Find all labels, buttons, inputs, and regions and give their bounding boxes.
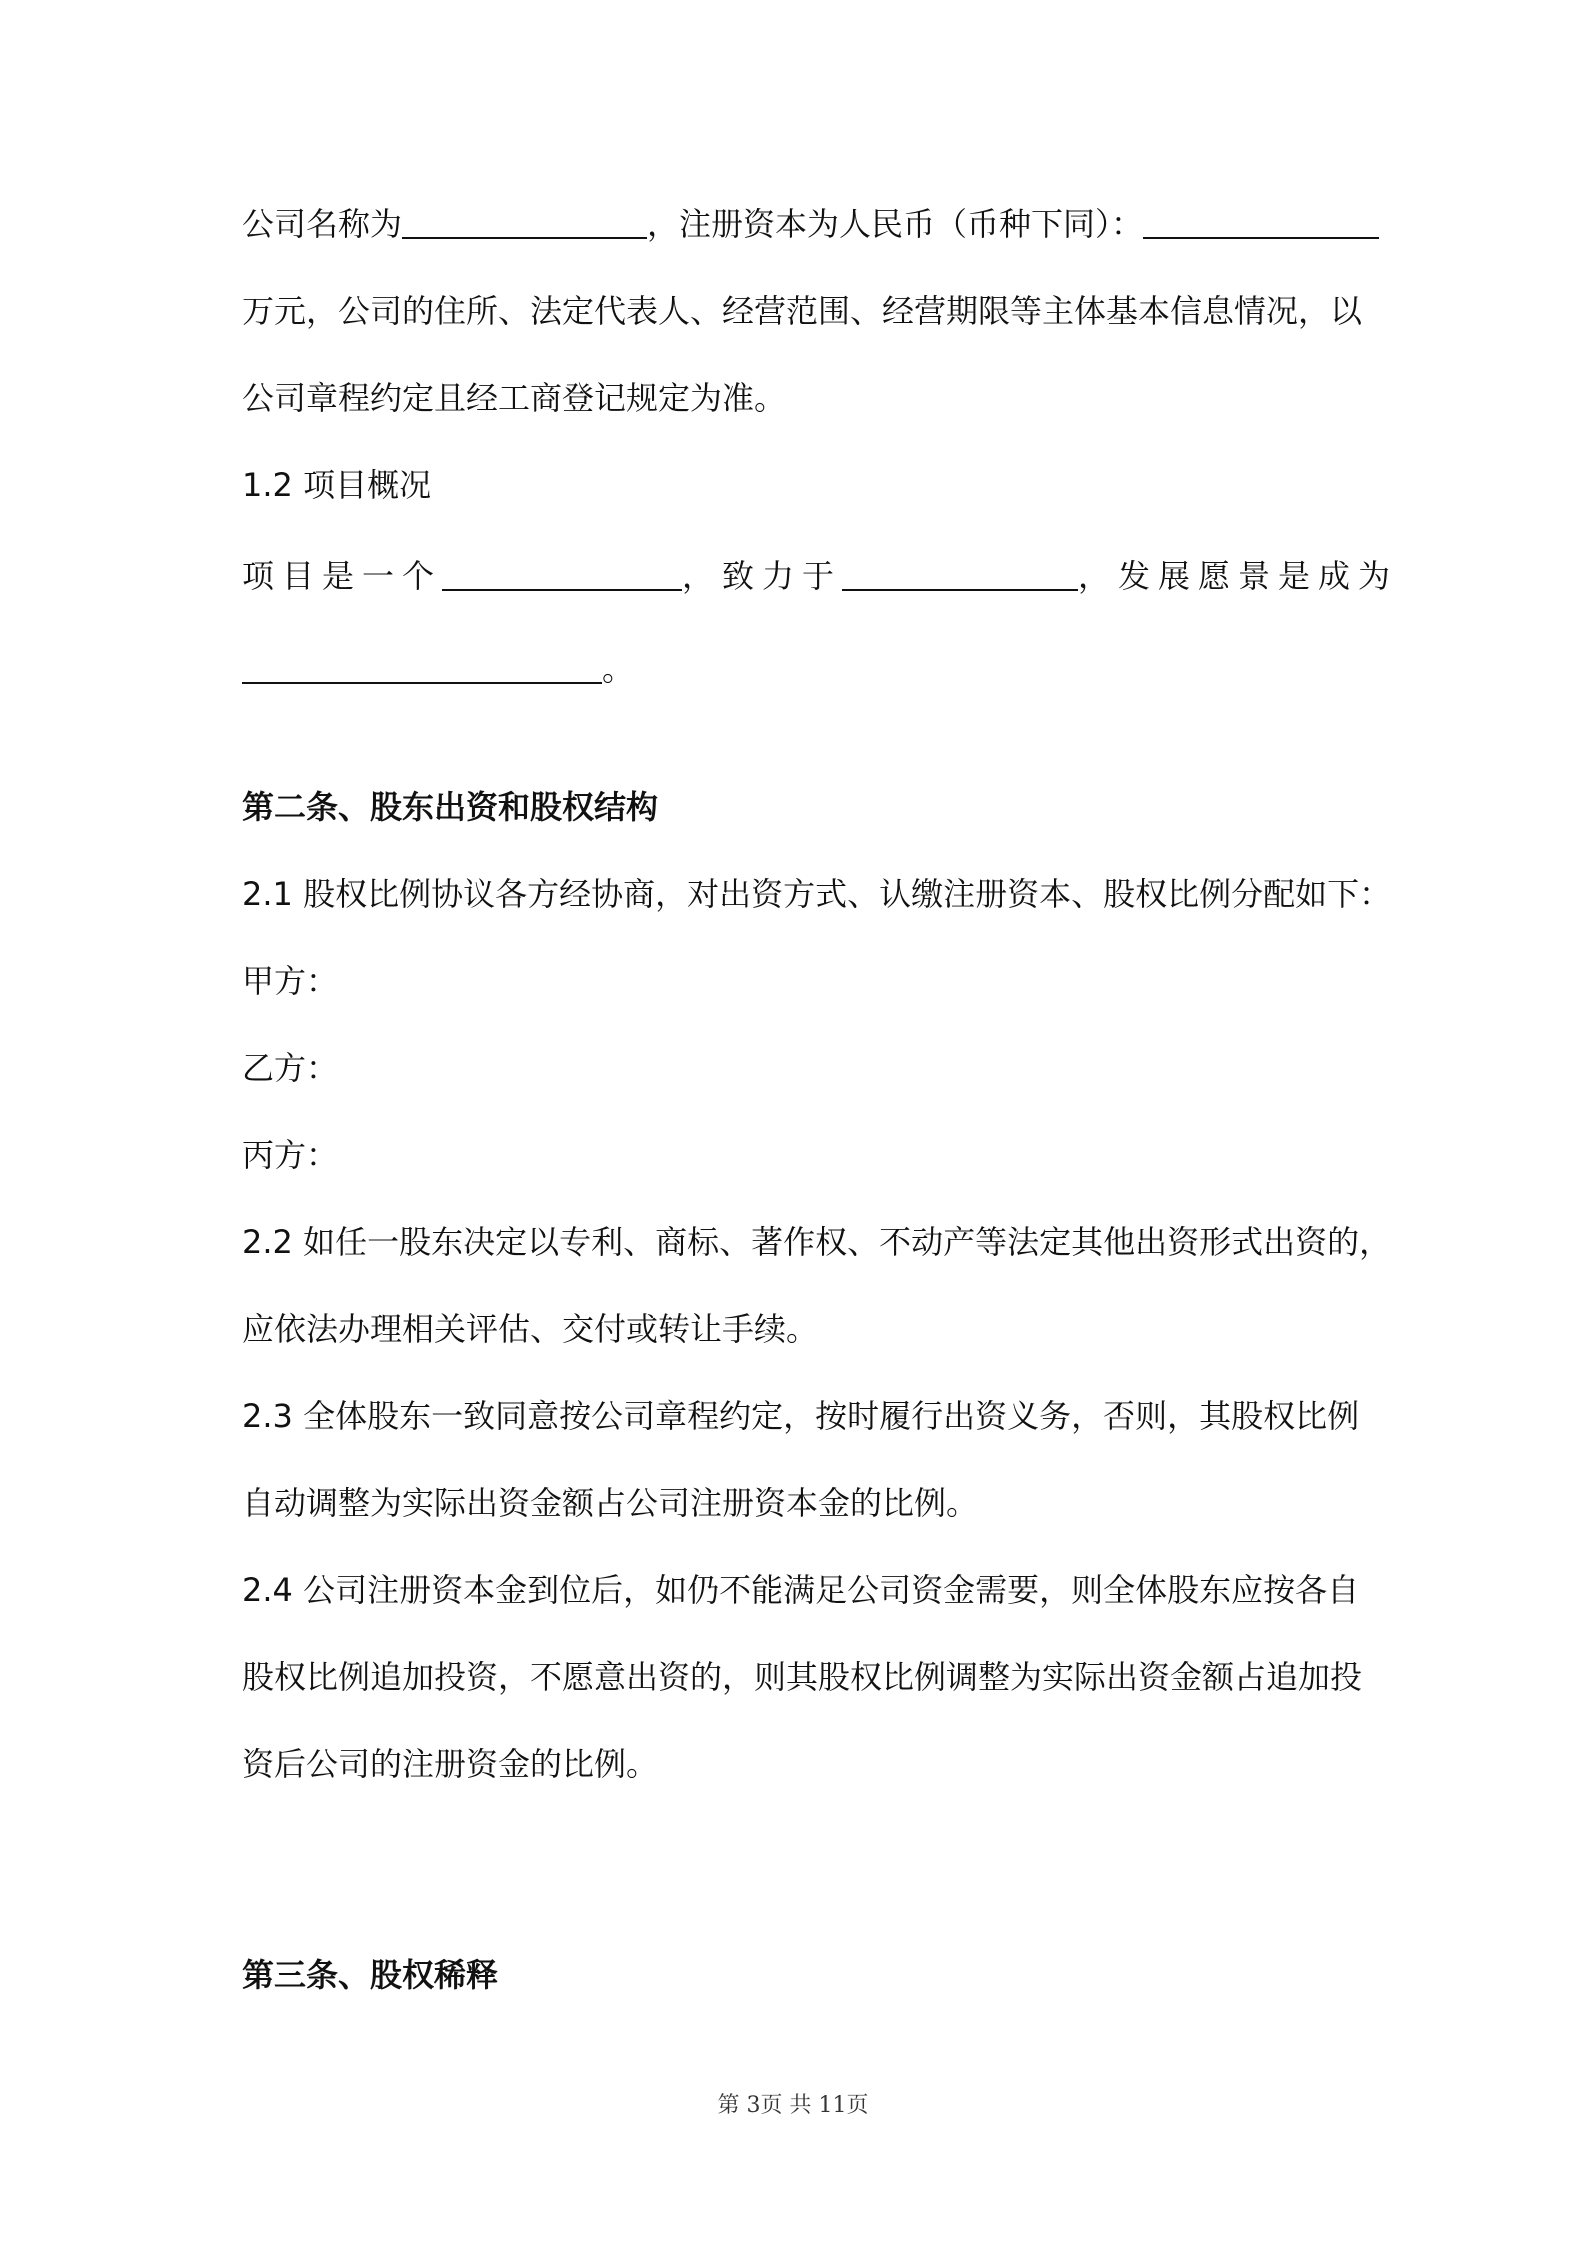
registered-capital-label: ，注册资本为人民币（币种下同）： (647, 205, 1144, 243)
clause-2-4-line2: 股权比例追加投资，不愿意出资的，则其股权比例调整为实际出资金额占追加投 (242, 1658, 1363, 1696)
project-label: 项目是一个 (242, 557, 443, 595)
project-line (242, 554, 1399, 598)
clause-2-4-line3: 资后公司的注册资金的比例。 (242, 1745, 659, 1783)
commitment-blank (842, 557, 1078, 591)
section1-line2: 万元，公司的住所、法定代表人、经营范围、经营期限等主体基本信息情况，以 (242, 292, 1363, 330)
clause-2-2-line1: 2.2 如任一股东决定以专利、商标、著作权、不动产等法定其他出资形式出资的， (242, 1223, 1392, 1261)
registered-capital-blank (1143, 205, 1379, 239)
vision-end: 。 (602, 650, 635, 688)
company-name-label: 公司名称为 (242, 205, 403, 243)
project-type-blank (442, 557, 682, 591)
section2-title: 第二条、股东出资和股权结构 (242, 788, 659, 826)
clause-2-1: 2.1 股权比例协议各方经协商，对出资方式、认缴注册资本、股权比例分配如下： (242, 875, 1392, 913)
vision-label: ，发展愿景是成为 (1078, 557, 1399, 595)
commitment-label: ，致力于 (682, 557, 843, 595)
heading-1-2: 1.2 项目概况 (242, 466, 432, 504)
company-name-line (242, 202, 1354, 246)
party-b: 乙方： (242, 1049, 339, 1087)
section3-title: 第三条、股权稀释 (242, 1956, 499, 1994)
section1-line3: 公司章程约定且经工商登记规定为准。 (242, 379, 787, 417)
vision-blank (242, 650, 602, 684)
clause-2-4-line1: 2.4 公司注册资本金到位后，如仍不能满足公司资金需要，则全体股东应按各自 (242, 1571, 1360, 1609)
company-name-blank (402, 205, 647, 239)
clause-2-3-line1: 2.3 全体股东一致同意按公司章程约定，按时履行出资义务，否则，其股权比例 (242, 1397, 1360, 1435)
vision-line (242, 647, 1354, 691)
page-footer: 第 3页 共 11页 (717, 2093, 869, 2118)
clause-2-2-line2: 应依法办理相关评估、交付或转让手续。 (242, 1310, 819, 1348)
party-c: 丙方： (242, 1136, 339, 1174)
party-a: 甲方： (242, 962, 339, 1000)
clause-2-3-line2: 自动调整为实际出资金额占公司注册资本金的比例。 (242, 1484, 979, 1522)
